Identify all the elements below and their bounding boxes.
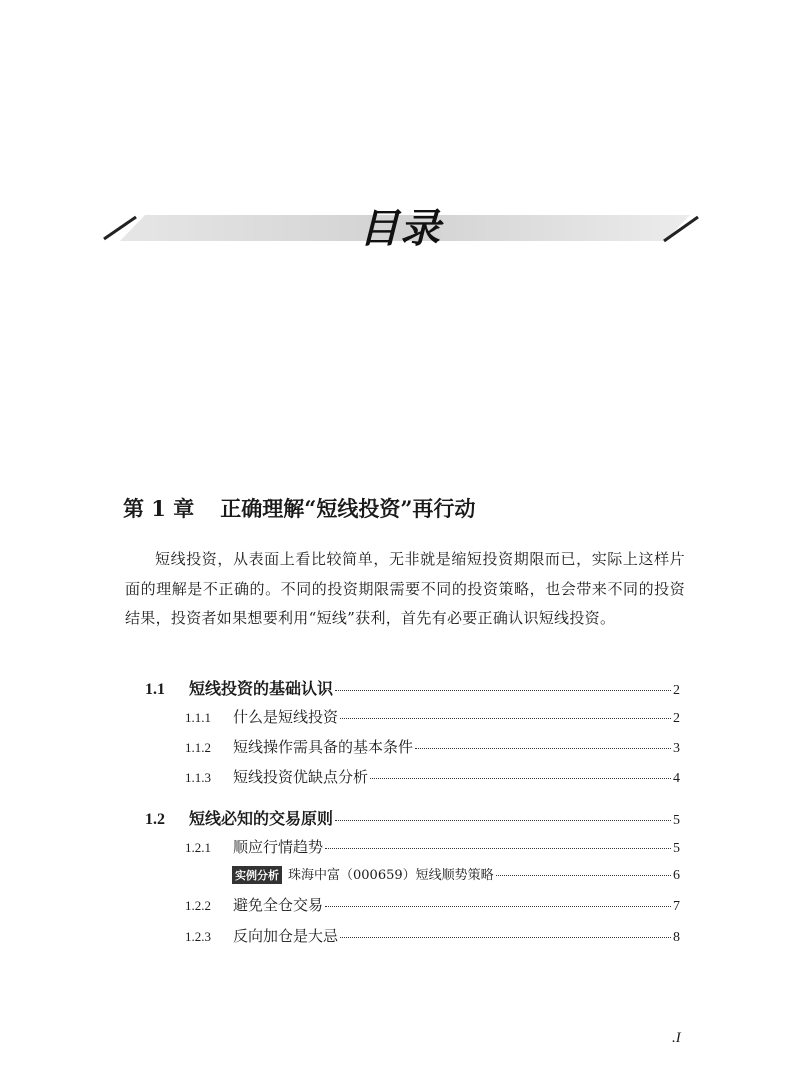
toc-page: 6 — [673, 868, 680, 883]
toc-entry-1-2-1[interactable] — [185, 836, 680, 857]
case-badge: 实例分析 — [232, 866, 282, 884]
toc-page: 5 — [673, 841, 680, 856]
toc-entry-1-1[interactable] — [145, 676, 680, 699]
toc-page: 3 — [673, 741, 680, 756]
intro-text: 短线投资，从表面上看比较简单，无非就是缩短投资期限而已，实际上这样片面的理解是不正确的。不同的投资期限需要不同的投资策略，也会带来不同的投资结果，投资者如果想要利用“短线”获利，首先有必要正确认识短线投资。 — [125, 550, 685, 627]
toc-label: 珠海中富（000659）短线顺势策略 — [288, 868, 494, 883]
toc-entry-1-1-2[interactable] — [185, 736, 680, 757]
toc-entry-1-1-3[interactable] — [185, 766, 680, 787]
toc-number: 1.1.2 — [185, 740, 211, 755]
toc-label: 短线投资优缺点分析 — [233, 768, 369, 786]
chapter-intro — [125, 545, 685, 634]
toc-label: 反向加仓是大忌 — [233, 927, 339, 945]
dot-leader — [325, 848, 671, 849]
toc-label: 避免全仓交易 — [233, 896, 324, 914]
chapter-heading — [123, 493, 475, 523]
chapter-title: 正确理解“短线投资”再行动 — [220, 496, 476, 521]
toc-entry-case-1[interactable] — [232, 864, 680, 884]
toc-entry-1-1-1[interactable] — [185, 706, 680, 727]
toc-label: 短线必知的交易原则 — [189, 809, 334, 828]
dot-leader — [325, 906, 671, 907]
toc-label: 短线操作需具备的基本条件 — [233, 738, 414, 756]
dot-leader — [496, 875, 671, 876]
dot-leader — [340, 937, 671, 938]
page-number: .I — [672, 1030, 681, 1046]
toc-label: 顺应行情趋势 — [233, 838, 324, 856]
toc-page: 7 — [673, 899, 680, 914]
toc-number: 1.2.2 — [185, 898, 211, 913]
toc-page: 2 — [673, 711, 680, 726]
dot-leader — [415, 748, 671, 749]
toc-number: 1.1.3 — [185, 770, 211, 785]
toc-number: 1.2.3 — [185, 929, 211, 944]
dot-leader — [370, 778, 671, 779]
toc-entry-1-2[interactable] — [145, 806, 680, 829]
toc-label: 什么是短线投资 — [233, 708, 339, 726]
toc-page: 2 — [673, 683, 680, 698]
dot-leader — [335, 690, 671, 691]
toc-entry-1-2-2[interactable] — [185, 894, 680, 915]
toc-entry-1-2-3[interactable] — [185, 925, 680, 946]
chapter-number: 第 1 章 — [123, 496, 195, 521]
page-title: 目录 — [359, 206, 441, 252]
toc-number: 1.2 — [145, 811, 165, 828]
toc-page: 5 — [673, 813, 680, 828]
title-banner — [100, 195, 700, 255]
toc-label: 短线投资的基础认识 — [189, 679, 334, 698]
toc-number: 1.1 — [145, 681, 165, 698]
toc-number: 1.1.1 — [185, 710, 211, 725]
dot-leader — [340, 718, 671, 719]
toc-page: 8 — [673, 930, 680, 945]
toc-number: 1.2.1 — [185, 840, 211, 855]
toc-page: 4 — [673, 771, 680, 786]
dot-leader — [335, 820, 671, 821]
